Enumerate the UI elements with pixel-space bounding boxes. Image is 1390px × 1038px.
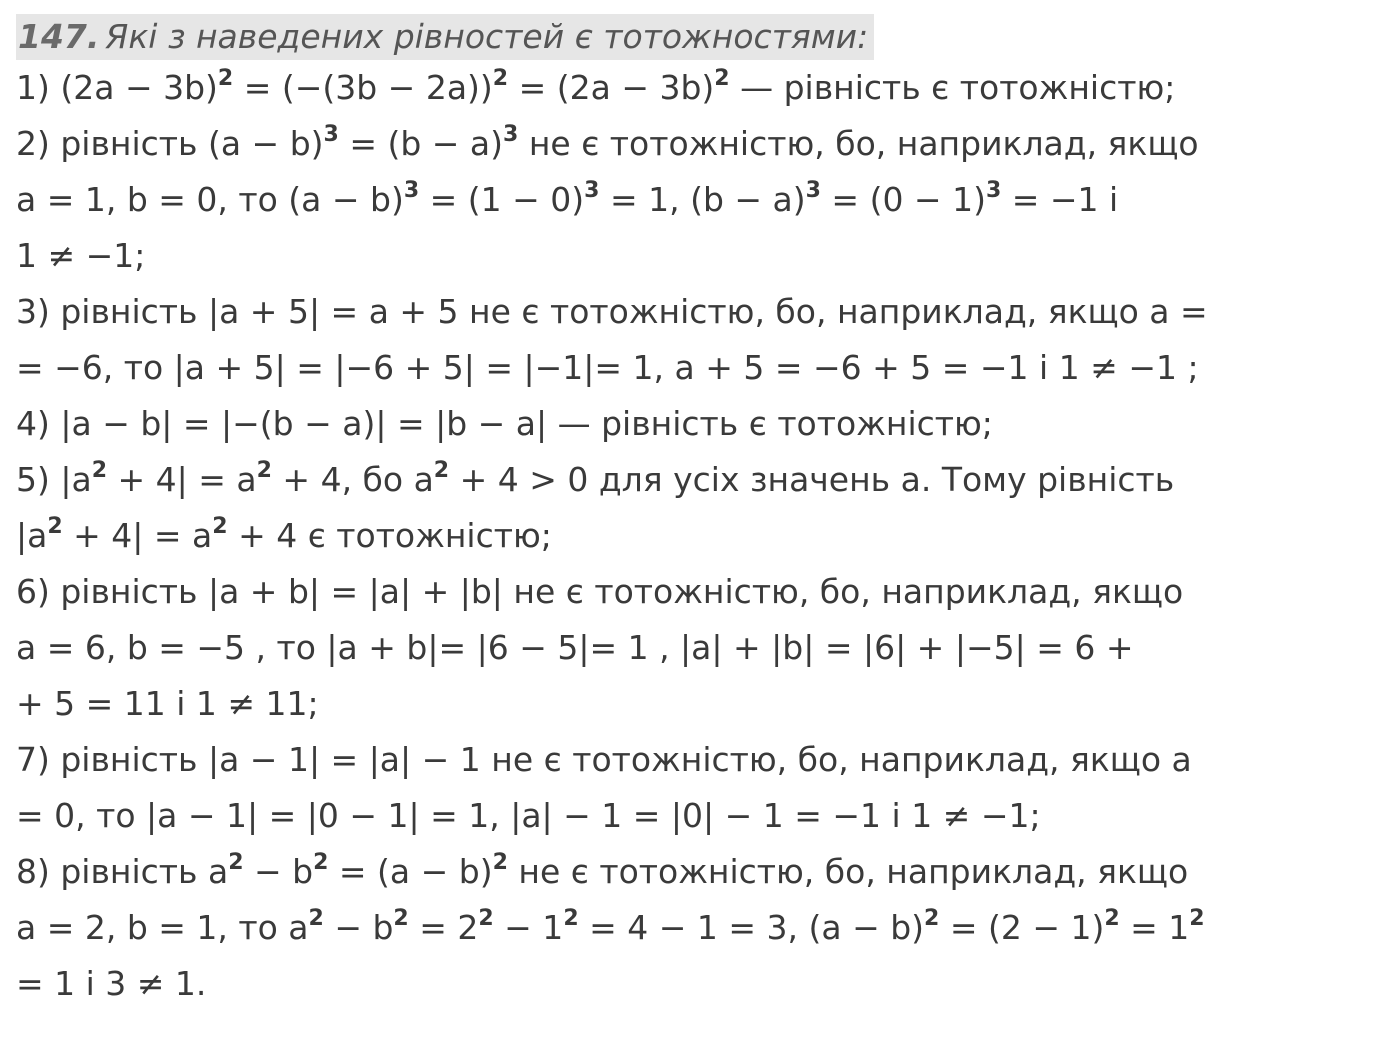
text-segment: − b xyxy=(243,852,314,891)
text-segment: + 4| = a xyxy=(62,516,213,555)
document-page xyxy=(16,14,1381,1012)
text-line xyxy=(16,508,1381,564)
text-segment: + 4, бо a xyxy=(271,460,434,499)
text-segment: 1 ≠ −1; xyxy=(16,236,146,275)
text-segment: = (a − b) xyxy=(328,852,493,891)
text-segment: = 1, (b − a) xyxy=(599,180,806,219)
exponent: 3 xyxy=(503,122,519,147)
exponent: 2 xyxy=(217,66,234,91)
exponent: 2 xyxy=(313,850,329,875)
text-line xyxy=(16,900,1381,956)
exponent: 2 xyxy=(1189,906,1205,931)
exponent: 2 xyxy=(228,850,244,875)
text-segment: a = 2, b = 1, то a xyxy=(16,908,309,947)
solution-text xyxy=(16,60,1381,1012)
text-segment: = (b − a) xyxy=(338,124,504,163)
exponent: 2 xyxy=(492,850,508,875)
text-segment: + 5 = 11 і 1 ≠ 11; xyxy=(16,684,319,723)
exponent: 2 xyxy=(308,906,324,931)
text-segment: — рівність є тотожністю; xyxy=(729,68,1176,107)
text-segment: + 4 є тотожністю; xyxy=(227,516,552,555)
exponent: 2 xyxy=(924,906,940,931)
exercise-number: 147. xyxy=(18,17,100,56)
exponent: 2 xyxy=(47,514,63,539)
text-segment: = 4 − 1 = 3, (a − b) xyxy=(578,908,925,947)
exponent: 2 xyxy=(478,906,494,931)
text-line xyxy=(16,284,1381,340)
text-line xyxy=(16,228,1381,284)
exponent: 3 xyxy=(584,178,600,203)
text-segment: 3) рівність |a + 5| = a + 5 не є тотожністю, бо, наприклад, якщо a = xyxy=(16,292,1208,331)
text-segment: 7) рівність |a − 1| = |a| − 1 не є тотожністю, бо, наприклад, якщо a xyxy=(16,740,1192,779)
text-segment: a = 6, b = −5 , то |a + b|= |6 − 5|= 1 , |a| + |b| = |6| + |−5| = 6 + xyxy=(16,628,1134,667)
exponent: 3 xyxy=(323,122,339,147)
text-segment: = (0 − 1) xyxy=(820,180,986,219)
text-segment: = −1 і xyxy=(1001,180,1119,219)
text-segment: = 2 xyxy=(408,908,479,947)
text-segment: 6) рівність |a + b| = |a| + |b| не є тотожністю, бо, наприклад, якщо xyxy=(16,572,1184,611)
text-segment: = 1 і 3 ≠ 1. xyxy=(16,964,207,1003)
exponent: 3 xyxy=(985,178,1002,203)
text-line xyxy=(16,172,1381,228)
text-line xyxy=(16,732,1381,788)
exponent: 2 xyxy=(563,906,579,931)
text-segment: не є тотожністю, бо, наприклад, якщо xyxy=(518,124,1199,163)
text-segment: − 1 xyxy=(493,908,564,947)
text-segment: 1) (2a − 3b) xyxy=(16,68,218,107)
exponent: 3 xyxy=(403,178,420,203)
text-line xyxy=(16,956,1381,1012)
text-segment: = −6, то |a + 5| = |−6 + 5| = |−1|= 1, a + 5 = −6 + 5 = −1 і 1 ≠ −1 ; xyxy=(16,348,1199,387)
exponent: 2 xyxy=(714,66,730,91)
exponent: 2 xyxy=(256,458,272,483)
exponent: 2 xyxy=(91,458,108,483)
exponent: 2 xyxy=(393,906,409,931)
text-segment: = (1 − 0) xyxy=(419,180,585,219)
text-line xyxy=(16,844,1381,900)
exponent: 2 xyxy=(492,66,509,91)
text-segment: a = 1, b = 0, то (a − b) xyxy=(16,180,404,219)
text-segment: = 1 xyxy=(1119,908,1190,947)
text-segment: не є тотожністю, бо, наприклад, якщо xyxy=(507,852,1189,891)
text-line xyxy=(16,60,1381,116)
text-line xyxy=(16,452,1381,508)
text-segment: 4) |a − b| = |−(b − a)| = |b − a| — рівність є тотожністю; xyxy=(16,404,993,443)
text-segment: + 4| = a xyxy=(107,460,257,499)
text-segment: = 0, то |a − 1| = |0 − 1| = 1, |a| − 1 = |0| − 1 = −1 і 1 ≠ −1; xyxy=(16,796,1041,835)
text-segment: = (−(3b − 2a)) xyxy=(233,68,493,107)
text-segment: = (2a − 3b) xyxy=(508,68,715,107)
text-line xyxy=(16,396,1381,452)
text-segment: |a xyxy=(16,516,48,555)
exercise-header xyxy=(16,14,874,60)
text-line xyxy=(16,620,1381,676)
text-segment: + 4 > 0 для усіх значень a. Тому рівність xyxy=(449,460,1175,499)
text-line xyxy=(16,564,1381,620)
text-segment: − b xyxy=(323,908,394,947)
text-line xyxy=(16,340,1381,396)
exponent: 2 xyxy=(433,458,450,483)
text-line xyxy=(16,676,1381,732)
text-segment: = (2 − 1) xyxy=(939,908,1105,947)
text-segment: 8) рівність a xyxy=(16,852,229,891)
exponent: 2 xyxy=(212,514,228,539)
text-line xyxy=(16,116,1381,172)
text-segment: 2) рівність (a − b) xyxy=(16,124,324,163)
exercise-title: Які з наведених рівностей є тотожностями: xyxy=(105,17,869,56)
text-segment: 5) |a xyxy=(16,460,92,499)
exponent: 3 xyxy=(805,178,821,203)
text-line xyxy=(16,788,1381,844)
exponent: 2 xyxy=(1104,906,1120,931)
